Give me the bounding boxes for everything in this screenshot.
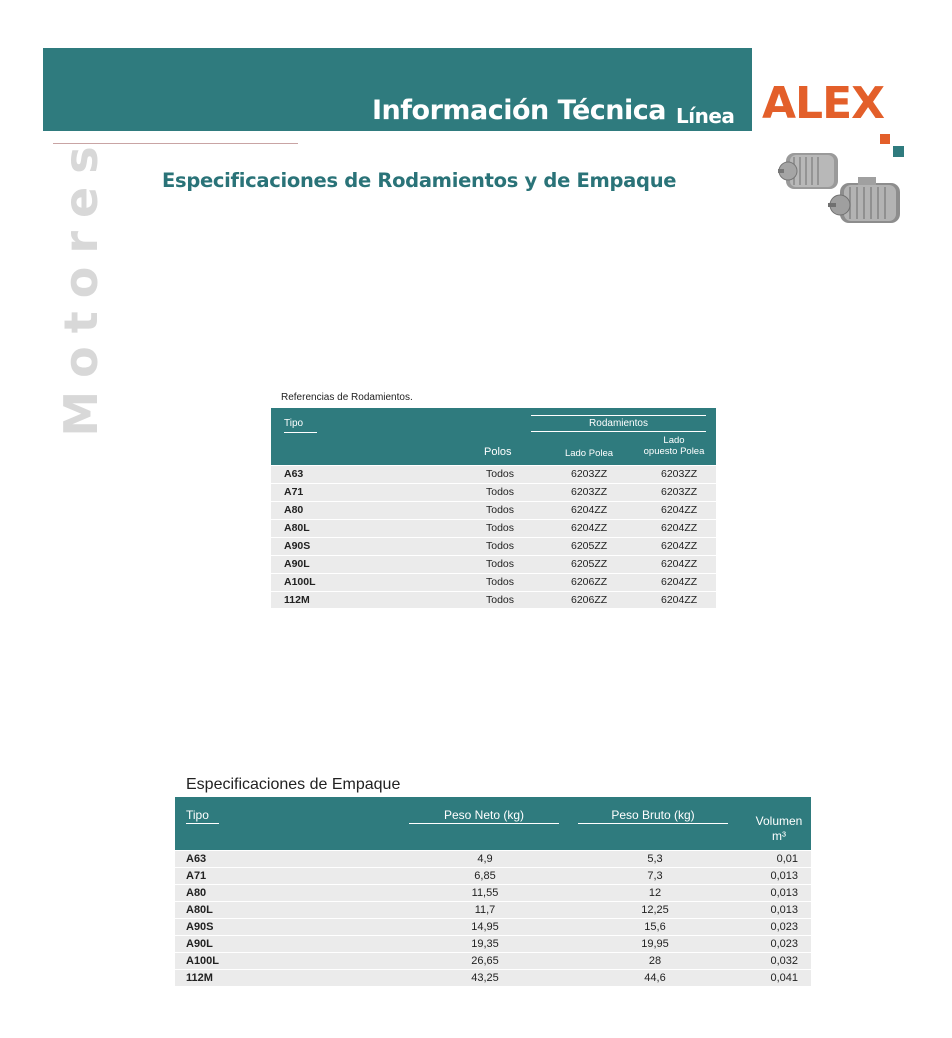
side-vertical-text: Motores bbox=[54, 133, 108, 437]
table-row bbox=[271, 556, 716, 574]
header-rule bbox=[531, 431, 706, 432]
cell-polos: Todos bbox=[486, 594, 515, 606]
col-header-peso-neto: Peso Neto (kg) bbox=[443, 808, 525, 822]
cell-polos: Todos bbox=[486, 540, 515, 552]
col-header-lado-opuesto-line1: Lado bbox=[663, 435, 685, 446]
cell-volumen: 0,013 bbox=[770, 904, 798, 916]
cell-lado-opuesto: 6204ZZ bbox=[661, 522, 698, 534]
cell-polos: Todos bbox=[486, 504, 515, 516]
cell-volumen: 0,023 bbox=[770, 921, 798, 933]
cell-lado-polea: 6203ZZ bbox=[571, 486, 608, 498]
page-subtitle: Especificaciones de Rodamientos y de Empaque bbox=[162, 169, 677, 192]
cell-peso-neto: 26,65 bbox=[471, 955, 499, 967]
cell-lado-polea: 6206ZZ bbox=[571, 576, 608, 588]
cell-tipo: A100L bbox=[284, 576, 316, 588]
motor-left bbox=[778, 153, 838, 189]
table-row bbox=[175, 868, 811, 885]
cell-peso-bruto: 5,3 bbox=[647, 853, 663, 865]
cell-tipo: A90S bbox=[186, 921, 214, 933]
cell-polos: Todos bbox=[486, 576, 515, 588]
table-row bbox=[271, 466, 716, 484]
bearings-table-header bbox=[271, 408, 716, 465]
packing-table-caption: Especificaciones de Empaque bbox=[186, 776, 401, 793]
cell-lado-polea: 6205ZZ bbox=[571, 558, 608, 570]
cell-volumen: 0,032 bbox=[770, 955, 798, 967]
cell-lado-polea: 6205ZZ bbox=[571, 540, 608, 552]
header-rule bbox=[186, 823, 219, 824]
table-row bbox=[175, 970, 811, 986]
bearings-table-caption: Referencias de Rodamientos. bbox=[281, 392, 413, 403]
cell-peso-neto: 19,35 bbox=[471, 938, 499, 950]
table-row bbox=[175, 902, 811, 919]
col-header-volumen-unit: m³ bbox=[772, 829, 786, 843]
header-linea-label: Línea bbox=[676, 104, 735, 128]
motor-right bbox=[828, 177, 900, 223]
table-row bbox=[175, 851, 811, 868]
header-rule bbox=[578, 823, 728, 824]
col-header-lado-opuesto bbox=[631, 435, 717, 457]
cell-volumen: 0,041 bbox=[770, 972, 798, 984]
cell-tipo: A71 bbox=[186, 870, 207, 882]
cell-lado-opuesto: 6203ZZ bbox=[661, 486, 698, 498]
cell-tipo: A63 bbox=[284, 468, 304, 480]
cell-tipo: A80L bbox=[186, 904, 213, 916]
cell-polos: Todos bbox=[486, 558, 515, 570]
motor-image bbox=[778, 143, 908, 233]
cell-peso-neto: 6,85 bbox=[474, 870, 496, 882]
col-header-volumen-line1: Volumen bbox=[755, 814, 803, 828]
header-title: Información Técnica bbox=[372, 95, 667, 126]
bearings-table-body bbox=[271, 466, 716, 608]
table-row bbox=[175, 919, 811, 936]
packing-table-body bbox=[175, 851, 811, 986]
cell-peso-bruto: 28 bbox=[648, 955, 662, 967]
cell-tipo: A90S bbox=[284, 540, 311, 552]
table-row bbox=[271, 538, 716, 556]
cell-tipo: A90L bbox=[186, 938, 213, 950]
table-row bbox=[271, 484, 716, 502]
packing-table-header bbox=[175, 797, 811, 850]
table-row bbox=[175, 936, 811, 953]
cell-lado-opuesto: 6204ZZ bbox=[661, 576, 698, 588]
cell-tipo: 112M bbox=[186, 972, 213, 984]
cell-peso-neto: 11,55 bbox=[471, 887, 499, 899]
col-header-lado-opuesto-line2: opuesto Polea bbox=[643, 446, 705, 457]
cell-tipo: A71 bbox=[284, 486, 304, 498]
header-rule bbox=[284, 432, 317, 433]
cell-tipo: A80 bbox=[186, 887, 207, 899]
cell-tipo: A100L bbox=[186, 955, 220, 967]
cell-peso-neto: 14,95 bbox=[471, 921, 499, 933]
col-header-peso-bruto: Peso Bruto (kg) bbox=[611, 808, 695, 822]
cell-peso-bruto: 15,6 bbox=[644, 921, 666, 933]
cell-polos: Todos bbox=[486, 486, 515, 498]
cell-peso-bruto: 44,6 bbox=[644, 972, 666, 984]
cell-volumen: 0,01 bbox=[776, 853, 798, 865]
cell-volumen: 0,023 bbox=[770, 938, 798, 950]
cell-tipo: A90L bbox=[284, 558, 310, 570]
header-rule bbox=[409, 823, 559, 824]
brand-logo: ALEX bbox=[762, 78, 885, 129]
cell-lado-opuesto: 6204ZZ bbox=[661, 504, 698, 516]
col-group-rodamientos: Rodamientos bbox=[589, 418, 648, 429]
cell-tipo: A80 bbox=[284, 504, 304, 516]
col-header-volumen bbox=[747, 814, 811, 844]
cell-polos: Todos bbox=[486, 522, 515, 534]
table-row bbox=[271, 574, 716, 592]
cell-tipo: 112M bbox=[284, 594, 310, 606]
table-row bbox=[271, 502, 716, 520]
cell-peso-bruto: 12,25 bbox=[641, 904, 669, 916]
cell-peso-bruto: 7,3 bbox=[647, 870, 663, 882]
cell-tipo: A80L bbox=[284, 522, 310, 534]
cell-lado-opuesto: 6204ZZ bbox=[661, 558, 698, 570]
cell-peso-neto: 11,7 bbox=[474, 904, 496, 916]
col-header-lado-polea: Lado Polea bbox=[564, 448, 614, 459]
table-row bbox=[271, 592, 716, 608]
cell-peso-bruto: 12 bbox=[648, 887, 662, 899]
cell-polos: Todos bbox=[486, 468, 515, 480]
cell-volumen: 0,013 bbox=[770, 887, 798, 899]
cell-peso-bruto: 19,95 bbox=[641, 938, 669, 950]
table-row bbox=[175, 885, 811, 902]
cell-peso-neto: 43,25 bbox=[471, 972, 499, 984]
table-row bbox=[175, 953, 811, 970]
cell-tipo: A63 bbox=[186, 853, 207, 865]
col-header-tipo: Tipo bbox=[284, 418, 304, 429]
cell-lado-polea: 6203ZZ bbox=[571, 468, 608, 480]
cell-lado-polea: 6204ZZ bbox=[571, 522, 608, 534]
cell-peso-neto: 4,9 bbox=[477, 853, 493, 865]
cell-lado-polea: 6204ZZ bbox=[571, 504, 608, 516]
col-header-polos: Polos bbox=[484, 446, 512, 458]
cell-lado-polea: 6206ZZ bbox=[571, 594, 608, 606]
cell-volumen: 0,013 bbox=[770, 870, 798, 882]
cell-lado-opuesto: 6204ZZ bbox=[661, 540, 698, 552]
header-rule bbox=[531, 415, 706, 416]
table-row bbox=[271, 520, 716, 538]
cell-lado-opuesto: 6204ZZ bbox=[661, 594, 698, 606]
col-header-tipo: Tipo bbox=[186, 808, 209, 822]
cell-lado-opuesto: 6203ZZ bbox=[661, 468, 698, 480]
